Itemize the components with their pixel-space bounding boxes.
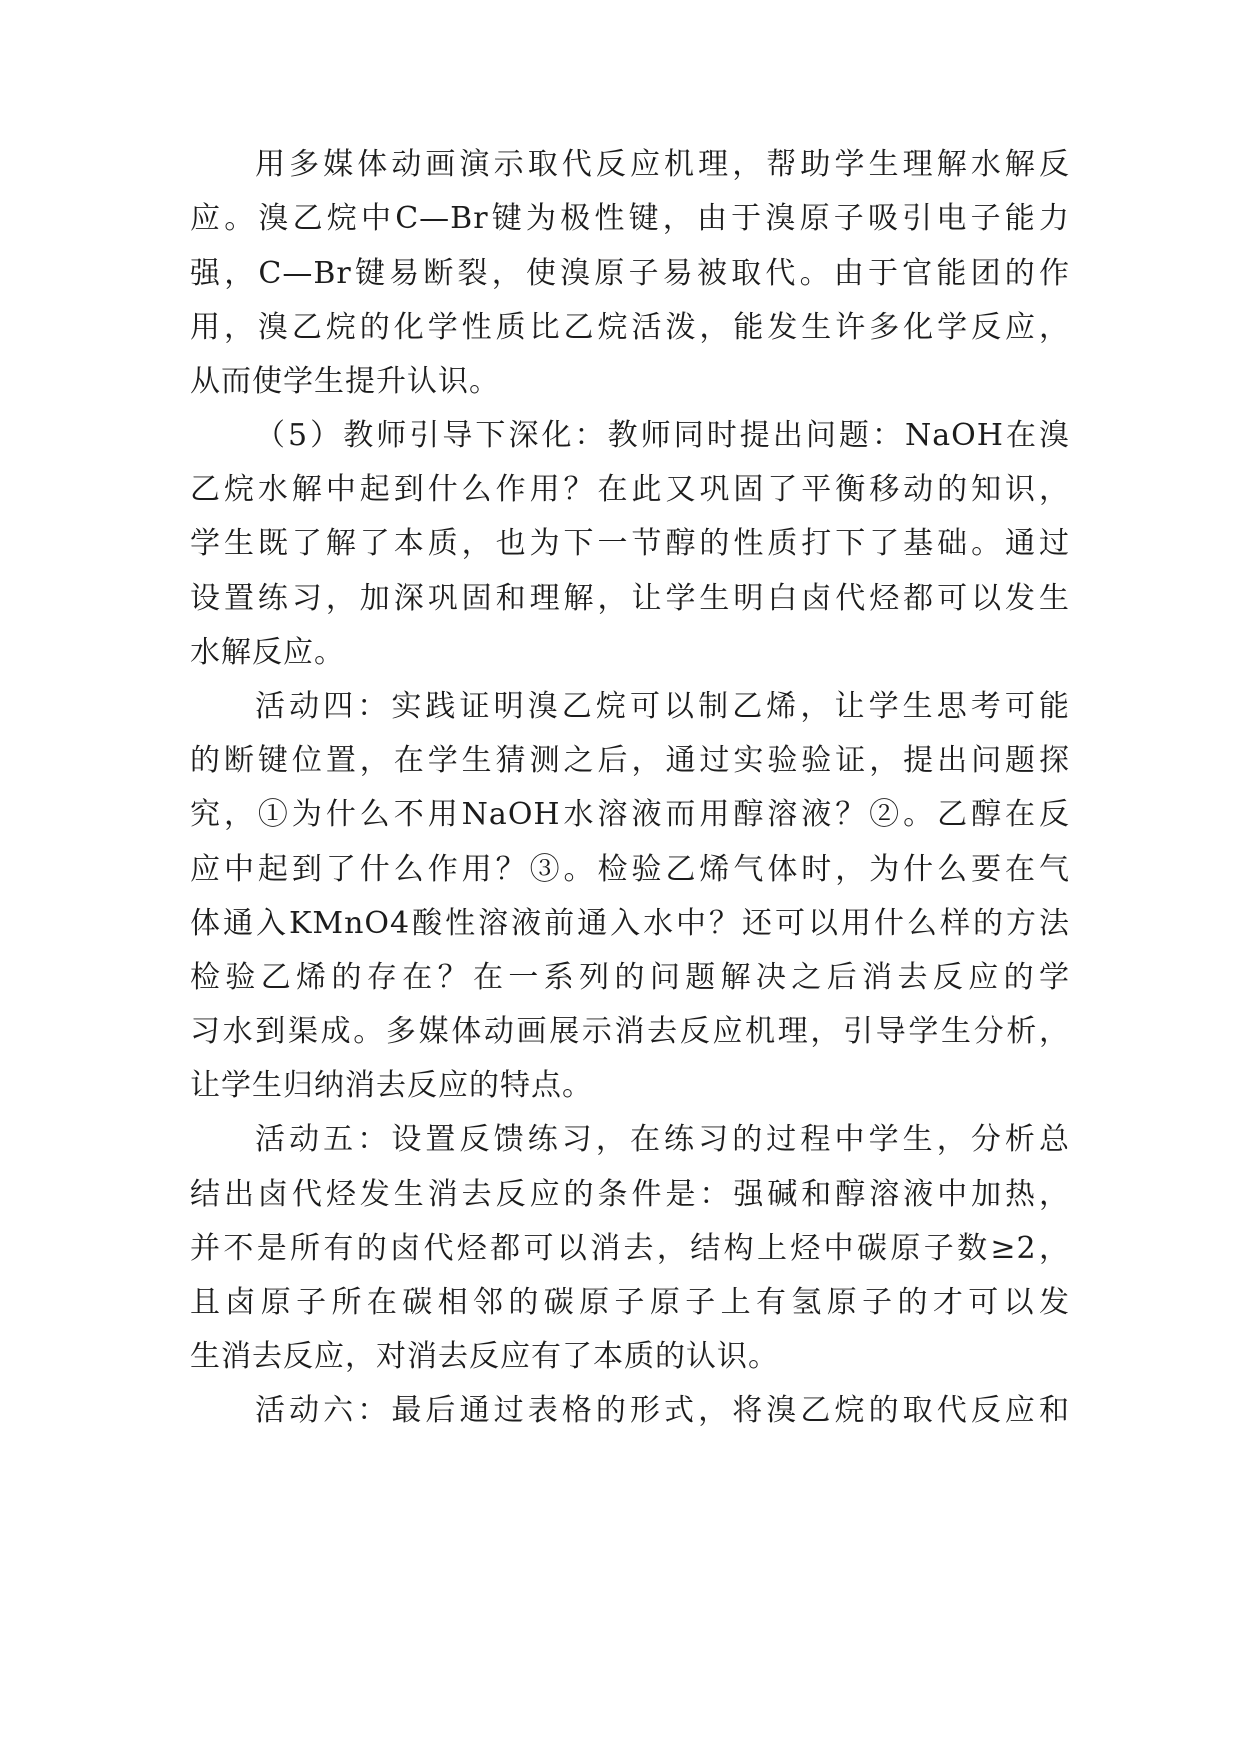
text-line: 活动六：最后通过表格的形式，将溴乙烷的取代反应和 — [255, 1393, 1070, 1428]
text-line: 结出卤代烃发生消去反应的条件是：强碱和醇溶液中加热， — [190, 1177, 1070, 1212]
text-line: 且卤原子所在碳相邻的碳原子原子上有氢原子的才可以发 — [190, 1285, 1070, 1320]
text-line: 的断键位置，在学生猜测之后，通过实验验证，提出问题探 — [190, 743, 1070, 778]
text-line: 用，溴乙烷的化学性质比乙烷活泼，能发生许多化学反应， — [190, 310, 1070, 345]
text-line: 水解反应。 — [190, 635, 345, 670]
text-line: （5）教师引导下深化：教师同时提出问题：NaOH在溴 — [255, 418, 1070, 453]
text-line: 活动四：实践证明溴乙烷可以制乙烯，让学生思考可能 — [255, 689, 1070, 724]
text-line: 让学生归纳消去反应的特点。 — [190, 1068, 593, 1103]
text-line: 应。溴乙烷中C—Br键为极性键，由于溴原子吸引电子能力 — [190, 201, 1070, 236]
text-line: 乙烷水解中起到什么作用？在此又巩固了平衡移动的知识， — [190, 472, 1070, 507]
text-line: 应中起到了什么作用？③。检验乙烯气体时，为什么要在气 — [190, 852, 1070, 887]
text-line: 学生既了解了本质，也为下一节醇的性质打下了基础。通过 — [190, 526, 1070, 561]
text-line: 设置练习，加深巩固和理解，让学生明白卤代烃都可以发生 — [190, 581, 1070, 616]
text-line: 并不是所有的卤代烃都可以消去，结构上烃中碳原子数≥2， — [190, 1231, 1070, 1266]
text-line: 活动五：设置反馈练习，在练习的过程中学生，分析总 — [255, 1122, 1070, 1157]
text-line: 检验乙烯的存在？在一系列的问题解决之后消去反应的学 — [190, 960, 1070, 995]
text-line: 强，C—Br键易断裂，使溴原子易被取代。由于官能团的作 — [190, 256, 1070, 291]
text-line: 用多媒体动画演示取代反应机理，帮助学生理解水解反 — [255, 147, 1070, 182]
text-line: 体通入KMnO4酸性溶液前通入水中？还可以用什么样的方法 — [190, 906, 1070, 941]
text-line: 生消去反应，对消去反应有了本质的认识。 — [190, 1339, 779, 1374]
text-line: 究，①为什么不用NaOH水溶液而用醇溶液？②。乙醇在反 — [190, 797, 1070, 832]
text-line: 习水到渠成。多媒体动画展示消去反应机理，引导学生分析， — [190, 1014, 1070, 1049]
text-line: 从而使学生提升认识。 — [190, 364, 500, 399]
